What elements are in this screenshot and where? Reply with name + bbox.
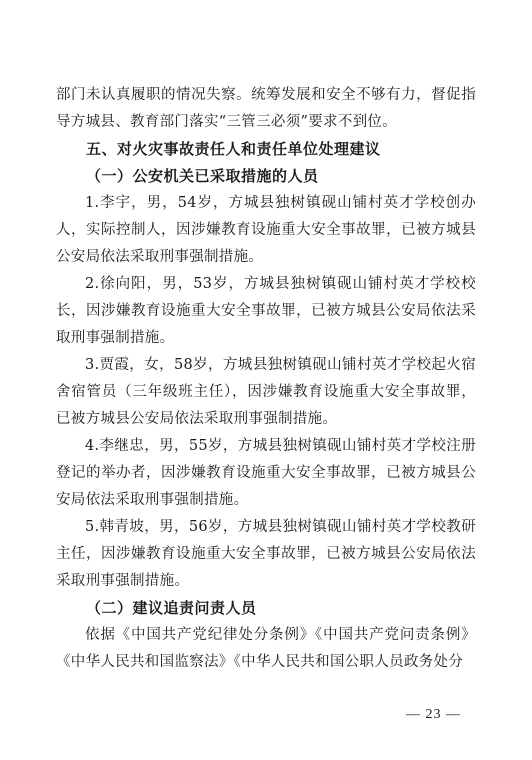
list-item: 1.李宇，男，54岁，方城县独树镇砚山铺村英才学校创办人，实际控制人，因涉嫌教育设施重大安全事故罪，已被方城县公安局依法采取刑事强制措施。 xyxy=(56,195,476,265)
subsection-heading: （二）建议追责问责人员 xyxy=(86,599,257,617)
list-item: 2.徐向阳，男，53岁，方城县独树镇砚山铺村英才学校校长，因涉嫌教育设施重大安全事故罪，已被方城县公安局依法采取刑事强制措施。 xyxy=(56,276,476,346)
list-item: 5.韩青坡，男，56岁，方城县独树镇砚山铺村英才学校教研主任，因涉嫌教育设施重大安全事故罪，已被方城县公安局依法采取刑事强制措施。 xyxy=(56,519,476,589)
section-heading: 五、对火灾事故责任人和责任单位处理建议 xyxy=(86,140,381,158)
page-number: — 23 — xyxy=(406,707,461,722)
subsection-heading: （一）公安机关已采取措施的人员 xyxy=(86,167,319,185)
document-body xyxy=(56,82,476,676)
paragraph: 依据《中国共产党纪律处分条例》《中国共产党问责条例》《中华人民共和国监察法》《中华人民共和国公职人员政务处分 xyxy=(56,627,476,670)
list-item: 3.贾霞，女，58岁，方城县独树镇砚山铺村英才学校起火宿舍宿管员（三年级班主任），因涉嫌教育设施重大安全事故罪，已被方城县公安局依法采取刑事强制措施。 xyxy=(56,357,476,427)
paragraph-continuation: 部门未认真履职的情况失察。统筹发展和安全不够有力，督促指导方城县、教育部门落实“三管三必须”要求不到位。 xyxy=(56,87,476,130)
list-item: 4.李继忠，男，55岁，方城县独树镇砚山铺村英才学校注册登记的举办者，因涉嫌教育设施重大安全事故罪，已被方城县公安局依法采取刑事强制措施。 xyxy=(56,438,476,508)
